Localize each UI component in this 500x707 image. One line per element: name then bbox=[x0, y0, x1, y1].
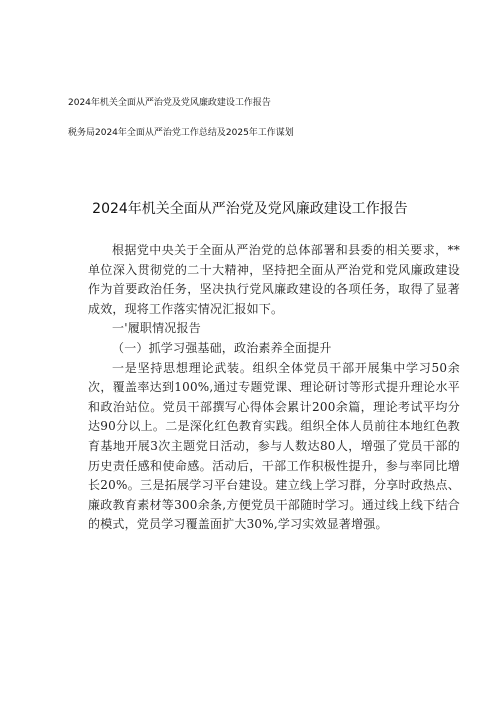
body-paragraph: 一是坚持思想理论武装。组织全体党员干部开展集中学习50余次，覆盖率达到100%,通过专题党课、理论研讨等形式提升理论水平和政治站位。党员干部撰写心得体会累计200余篇，理论考试平均分达90分以上。二是深化红色教育实践。组织全体人员前往本地红色教育基地开展3次主题党日活动，参与人数达80人，增强了党员干部的历史责任感和使命感。活动后，干部工作积极性提升，参与率同比增长20%。三是拓展学习平台建设。建立线上学习群，分享时政热点、廉政教育素材等300余条,方便党员干部随时学习。通过线上线下结合的模式，党员学习覆盖面扩大30%,学习实效显著增强。 bbox=[88, 360, 460, 532]
document-body bbox=[88, 241, 460, 535]
related-documents-list bbox=[68, 97, 468, 140]
related-document-link[interactable]: 税务局2024年全面从严治党工作总结及2025年工作谋划 bbox=[68, 128, 294, 138]
subsection-heading: （一）抓学习强基础，政治素养全面提升 bbox=[112, 340, 332, 355]
document-title: 2024年机关全面从严治党及党风廉政建设工作报告 bbox=[92, 201, 408, 217]
section-heading: 一'履职情况报告 bbox=[112, 321, 201, 336]
related-document-link[interactable]: 2024年机关全面从严治党及党风廉政建设工作报告 bbox=[68, 98, 271, 108]
intro-paragraph: 根据党中央关于全面从严治党的总体部署和县委的相关要求，**单位深入贯彻党的二十大精神，坚持把全面从严治党和党风廉政建设作为首要政治任务，坚决执行党风廉政建设的各项任务，取得了显著成效，现将工作落实情况汇报如下。 bbox=[88, 243, 460, 316]
